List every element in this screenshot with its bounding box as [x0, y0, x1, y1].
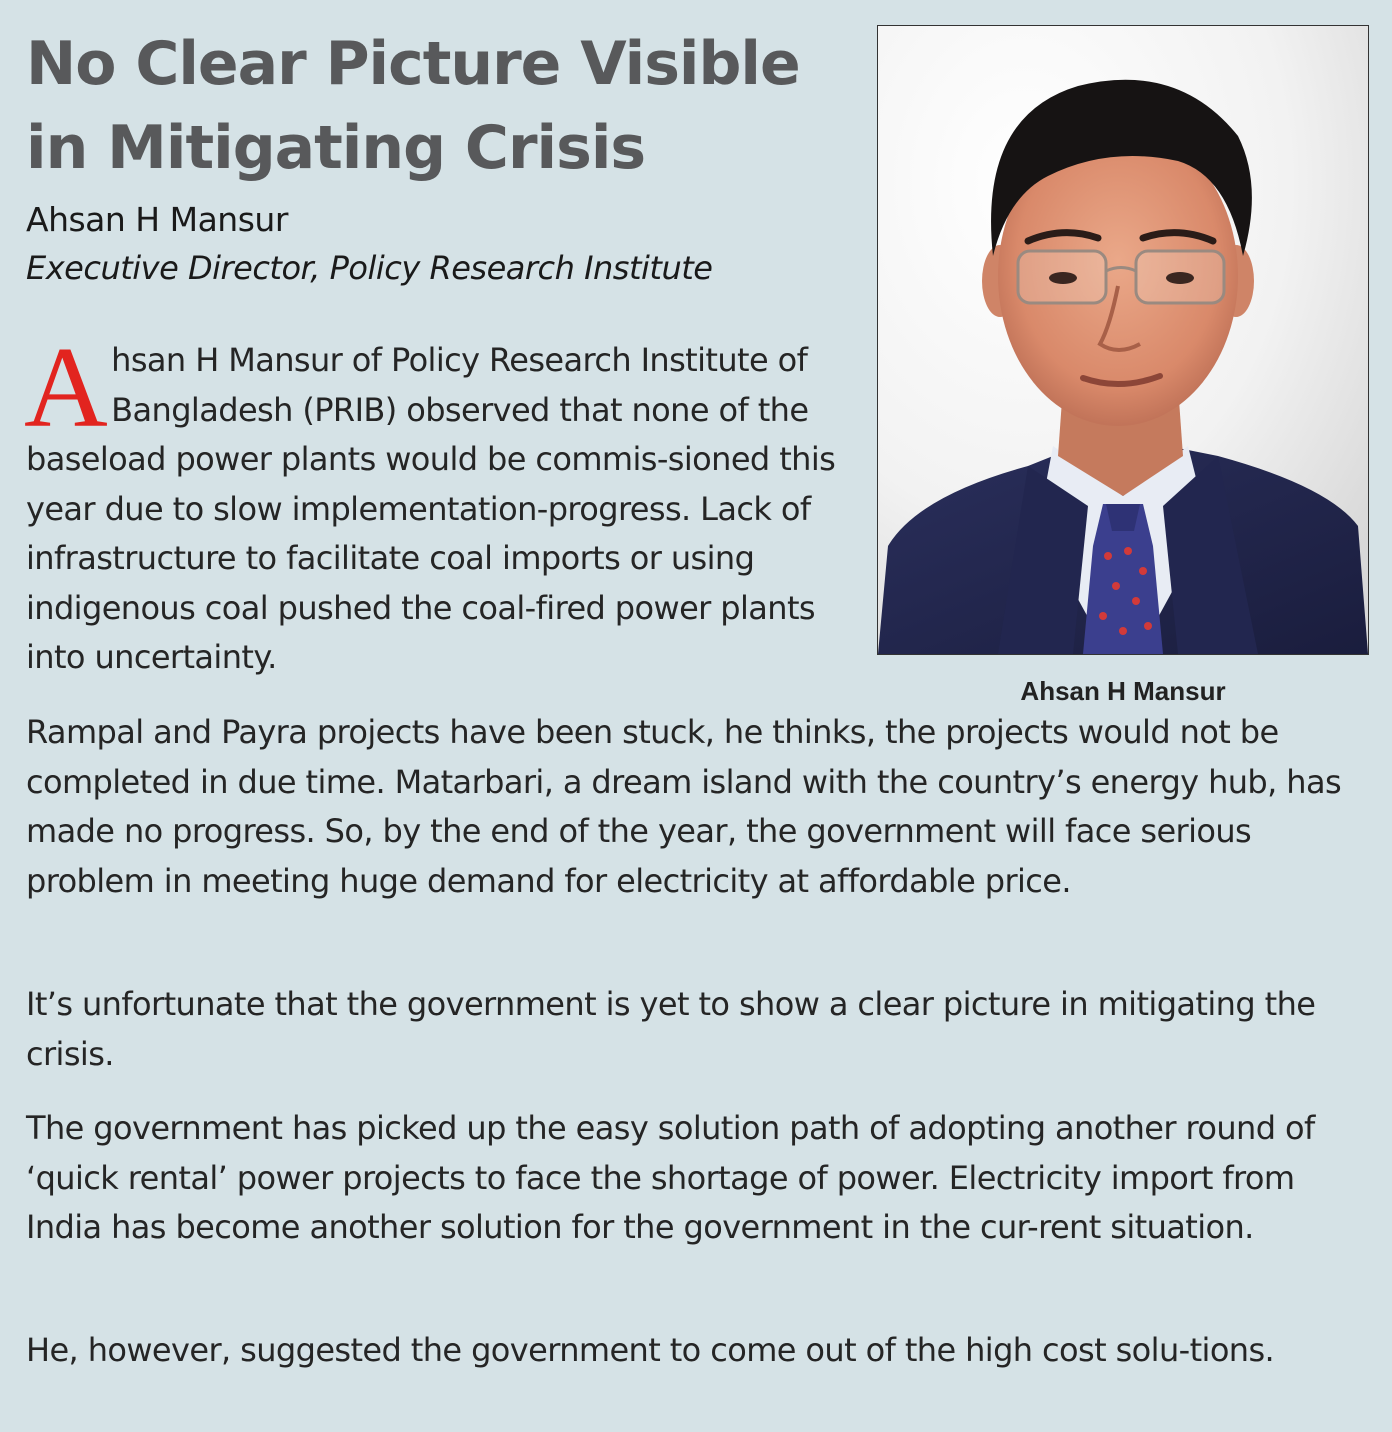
author-portrait [877, 25, 1369, 655]
paragraph-1-text: hsan H Mansur of Policy Research Institute of Bangladesh (PRIB) observed that none of the baseload power plants would be commis-sioned this year due to slow implementation-progress. Lack of infrastructure to facilitate coal imports or using indigenous coal pushed the coal-fired power plants into uncertainty. [26, 341, 836, 676]
article-paragraph-4: The government has picked up the easy solution path of adopting another round of ‘quick rental’ power projects to face the shortage of power. Electricity import from India has become another solution for the government in the cur-rent situation. [26, 1109, 1315, 1246]
article-paragraph-3: It’s unfortunate that the government is yet to show a clear picture in mitigating the crisis. [26, 985, 1316, 1073]
dropcap-letter: A [24, 324, 108, 452]
author-title: Executive Director, Policy Research Institute [26, 249, 713, 287]
article-paragraph-2: Rampal and Payra projects have been stuck, he thinks, the projects would not be completed in due time. Matarbari, a dream island with the country’s energy hub, has made no progress. So, by the end of the year, the government will face serious problem in meeting huge demand for electricity at affordable price. [26, 713, 1342, 900]
article-paragraph-1 [24, 324, 856, 683]
photo-caption: Ahsan H Mansur [1020, 676, 1226, 706]
article-headline: No Clear Picture Visible in Mitigating Crisis [26, 29, 800, 183]
article-paragraph-5: He, however, suggested the government to come out of the high cost solu-tions. [26, 1331, 1275, 1369]
author-name: Ahsan H Mansur [26, 200, 288, 239]
